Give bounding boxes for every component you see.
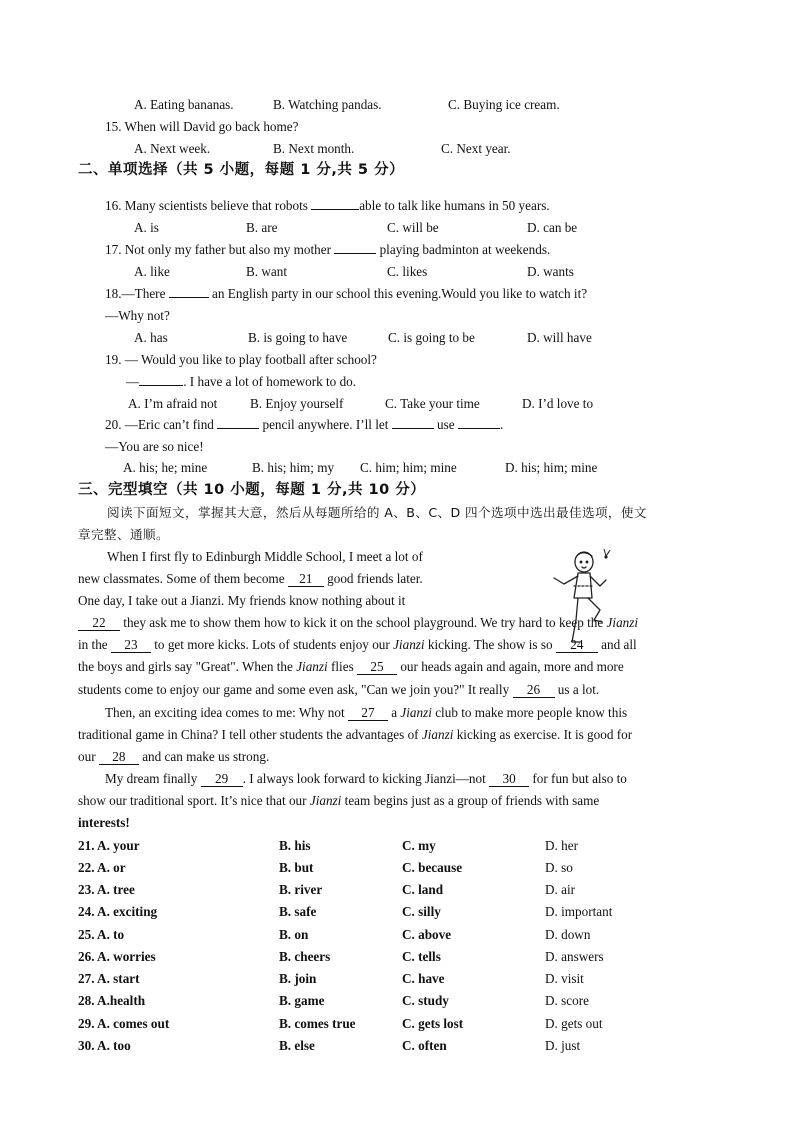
section3-instruction-line1: 阅读下面短文，掌握其大意，然后从每题所给的 A、B、C、D 四个选项中选出最佳选项，使文 [107, 505, 647, 520]
q26-option-d: D. answers [545, 949, 604, 964]
q21-option-c: C. my [402, 838, 436, 853]
passage-line-8 [105, 705, 627, 721]
q28-option-c: C. study [402, 993, 449, 1008]
q18-blank [169, 297, 209, 298]
passage-blank-26: 26 [513, 683, 555, 698]
q23-option-b: B. river [279, 882, 323, 897]
passage-line-5-c: kicking. The show is so [424, 637, 556, 652]
q27-option-a: 27. A. start [78, 971, 140, 986]
passage-line-11 [105, 771, 627, 787]
q19-blank [139, 385, 183, 386]
q25-option-a: 25. A. to [78, 927, 125, 942]
passage-line-5-d: and all [597, 637, 637, 652]
passage-blank-22: 22 [78, 616, 120, 631]
q30-option-d: D. just [545, 1038, 581, 1053]
q15-option-b: B. Next month. [273, 141, 355, 156]
passage-blank-21: 21 [288, 572, 324, 587]
passage-blank-29: 29 [201, 772, 243, 787]
passage-line-2-b: good friends later. [323, 571, 423, 586]
q20-stem [105, 417, 503, 433]
q17-option-a: A. like [134, 264, 170, 279]
passage-jianzi: Jianzi [606, 615, 639, 630]
q18-reply: —Why not? [105, 308, 170, 323]
q15-stem: 15. When will David go back home? [105, 119, 299, 134]
q29-option-a: 29. A. comes out [78, 1016, 170, 1031]
q18-stem-pre: 18.—There [105, 286, 169, 301]
passage-jianzi: Jianzi [309, 793, 342, 808]
passage-line-8-b: a [387, 705, 401, 720]
section3-heading: 三、完型填空（共 10 小题，每题 1 分,共 10 分） [78, 482, 426, 498]
q19-option-b: B. Enjoy yourself [250, 396, 344, 411]
passage-line-9 [78, 727, 632, 743]
q21-option-b: B. his [279, 838, 311, 853]
passage-line-5-b: to get more kicks. Lots of students enjoy our [150, 637, 394, 652]
q20-option-a: A. his; he; mine [123, 460, 208, 475]
q24-option-a: 24. A. exciting [78, 904, 158, 919]
q20-stem-pre: 20. —Eric can’t find [105, 417, 218, 432]
q15-option-a: A. Next week. [134, 141, 211, 156]
q25-option-b: B. on [279, 927, 309, 942]
q18-option-a: A. has [134, 330, 168, 345]
q17-blank [334, 253, 376, 254]
q19-reply-pre: — [126, 374, 140, 389]
q30-option-b: B. else [279, 1038, 315, 1053]
passage-line-4-a: they ask me to show them how to kick it on the school playground. We try hard to keep the [120, 615, 607, 630]
passage-line-11-c: for fun but also to [529, 771, 627, 786]
q16-blank [311, 209, 359, 210]
q21-option-a: 21. A. your [78, 838, 140, 853]
passage-line-11-a: My dream finally [105, 771, 201, 786]
q25-option-d: D. down [545, 927, 591, 942]
passage-line-6 [78, 659, 624, 675]
q16-stem-post: able to talk like humans in 50 years. [359, 198, 550, 213]
q18-option-c: C. is going to be [388, 330, 475, 345]
section2-heading: 二、单项选择（共 5 小题，每题 1 分,共 5 分） [78, 162, 405, 178]
q17-option-d: D. wants [527, 264, 574, 279]
q16-option-b: B. are [246, 220, 278, 235]
q20-stem-mid1: pencil anywhere. I’ll let [259, 417, 392, 432]
q20-option-b: B. his; him; my [252, 460, 335, 475]
passage-line-12-a: show our traditional sport. It’s nice that our [78, 793, 310, 808]
passage-line-13: interests! [78, 815, 130, 830]
q23-option-c: C. land [402, 882, 444, 897]
passage-line-12 [78, 793, 599, 809]
q19-reply [126, 374, 356, 390]
q20-reply: —You are so nice! [105, 439, 204, 454]
q21-option-d: D. her [545, 838, 578, 853]
passage-line-12-b: team begins just as a group of friends with same [341, 793, 600, 808]
passage-line-10 [78, 749, 269, 765]
passage-jianzi: Jianzi [400, 705, 432, 720]
passage-blank-25: 25 [357, 660, 397, 675]
passage-blank-28: 28 [99, 750, 139, 765]
q26-option-b: B. cheers [279, 949, 331, 964]
passage-jianzi: Jianzi [296, 659, 328, 674]
q20-blank-1 [217, 428, 259, 429]
q24-option-c: C. silly [402, 904, 441, 919]
q20-option-d: D. his; him; mine [505, 460, 598, 475]
passage-line-10-a: our [78, 749, 99, 764]
passage-line-7-b: us a lot. [554, 682, 600, 697]
q25-option-c: C. above [402, 927, 452, 942]
q26-option-a: 26. A. worries [78, 949, 156, 964]
passage-blank-24: 24 [556, 638, 598, 653]
passage-line-5-a: in the [78, 637, 111, 652]
q27-option-b: B. join [279, 971, 317, 986]
q29-option-c: C. gets lost [402, 1016, 464, 1031]
passage-line-9-a: traditional game in China? I tell other students the advantages of [78, 727, 422, 742]
q22-option-a: 22. A. or [78, 860, 126, 875]
passage-line-2-a: new classmates. Some of them become [78, 571, 288, 586]
q23-option-d: D. air [545, 882, 576, 897]
q24-option-b: B. safe [279, 904, 317, 919]
q19-stem: 19. — Would you like to play football after school? [105, 352, 377, 367]
passage-line-2 [78, 571, 423, 587]
q19-reply-post: . I have a lot of homework to do. [183, 374, 357, 389]
q18-stem-post: an English party in our school this evening.Would you like to watch it? [208, 286, 588, 301]
passage-line-6-b: flies [327, 659, 358, 674]
passage-line-8-c: club to make more people know this [431, 705, 628, 720]
passage-line-6-c: our heads again and again, more and more [397, 659, 624, 674]
q20-stem-mid2: use [433, 417, 458, 432]
q17-stem-pre: 17. Not only my father but also my mother [105, 242, 335, 257]
passage-blank-27: 27 [348, 706, 388, 721]
q17-stem [105, 242, 550, 258]
q28-option-d: D. score [545, 993, 589, 1008]
q20-blank-3 [458, 428, 500, 429]
q20-blank-2 [392, 428, 434, 429]
q26-option-c: C. tells [402, 949, 441, 964]
q20-stem-post: . [499, 417, 504, 432]
q19-option-d: D. I’d love to [522, 396, 594, 411]
q16-option-c: C. will be [387, 220, 439, 235]
passage-line-11-b: . I always look forward to kicking Jianzi—not [242, 771, 490, 786]
q22-option-b: B. but [279, 860, 314, 875]
q22-option-d: D. so [545, 860, 573, 875]
passage-line-6-a: the boys and girls say "Great". When the [78, 659, 297, 674]
passage-line-1: When I first fly to Edinburgh Middle School, I meet a lot of [107, 549, 423, 564]
q17-option-b: B. want [246, 264, 288, 279]
q20-option-c: C. him; him; mine [360, 460, 457, 475]
q18-option-b: B. is going to have [248, 330, 348, 345]
q28-option-a: 28. A.health [78, 993, 146, 1008]
q29-option-d: D. gets out [545, 1016, 603, 1031]
q30-option-a: 30. A. too [78, 1038, 131, 1053]
passage-line-7 [78, 682, 599, 698]
q24-option-d: D. important [545, 904, 613, 919]
passage-line-7-a: students come to enjoy our game and some even ask, "Can we join you?" It really [78, 682, 513, 697]
boy-kicking-jianzi-illustration [548, 548, 614, 648]
q17-option-c: C. likes [387, 264, 428, 279]
passage-line-8-a: Then, an exciting idea comes to me: Why not [105, 705, 348, 720]
jianzi-shuttlecock-icon [604, 549, 610, 559]
q15-option-c: C. Next year. [441, 141, 511, 156]
q27-option-d: D. visit [545, 971, 584, 986]
q16-stem [105, 198, 550, 214]
q16-stem-pre: 16. Many scientists believe that robots [105, 198, 312, 213]
q17-stem-post: playing badminton at weekends. [376, 242, 551, 257]
q18-option-d: D. will have [527, 330, 592, 345]
q16-option-a: A. is [134, 220, 159, 235]
q16-option-d: D. can be [527, 220, 578, 235]
q18-stem [105, 286, 587, 302]
q30-option-c: C. often [402, 1038, 447, 1053]
passage-jianzi: Jianzi [421, 727, 454, 742]
passage-blank-30: 30 [489, 772, 529, 787]
q27-option-c: C. have [402, 971, 445, 986]
q14-option-a: A. Eating bananas. [134, 97, 234, 112]
q23-option-a: 23. A. tree [78, 882, 135, 897]
q28-option-b: B. game [279, 993, 325, 1008]
passage-line-3: One day, I take out a Jianzi. My friends know nothing about it [78, 593, 406, 608]
passage-line-10-b: and can make us strong. [138, 749, 270, 764]
passage-blank-23: 23 [111, 638, 151, 653]
section3-instruction-line2: 章完整、通顺。 [78, 527, 169, 542]
q29-option-b: B. comes true [279, 1016, 356, 1031]
q22-option-c: C. because [402, 860, 463, 875]
q19-option-c: C. Take your time [385, 396, 480, 411]
passage-jianzi: Jianzi [393, 637, 425, 652]
q14-option-c: C. Buying ice cream. [448, 97, 560, 112]
q19-option-a: A. I’m afraid not [128, 396, 218, 411]
passage-line-9-b: kicking as exercise. It is good for [453, 727, 633, 742]
q14-option-b: B. Watching pandas. [273, 97, 382, 112]
